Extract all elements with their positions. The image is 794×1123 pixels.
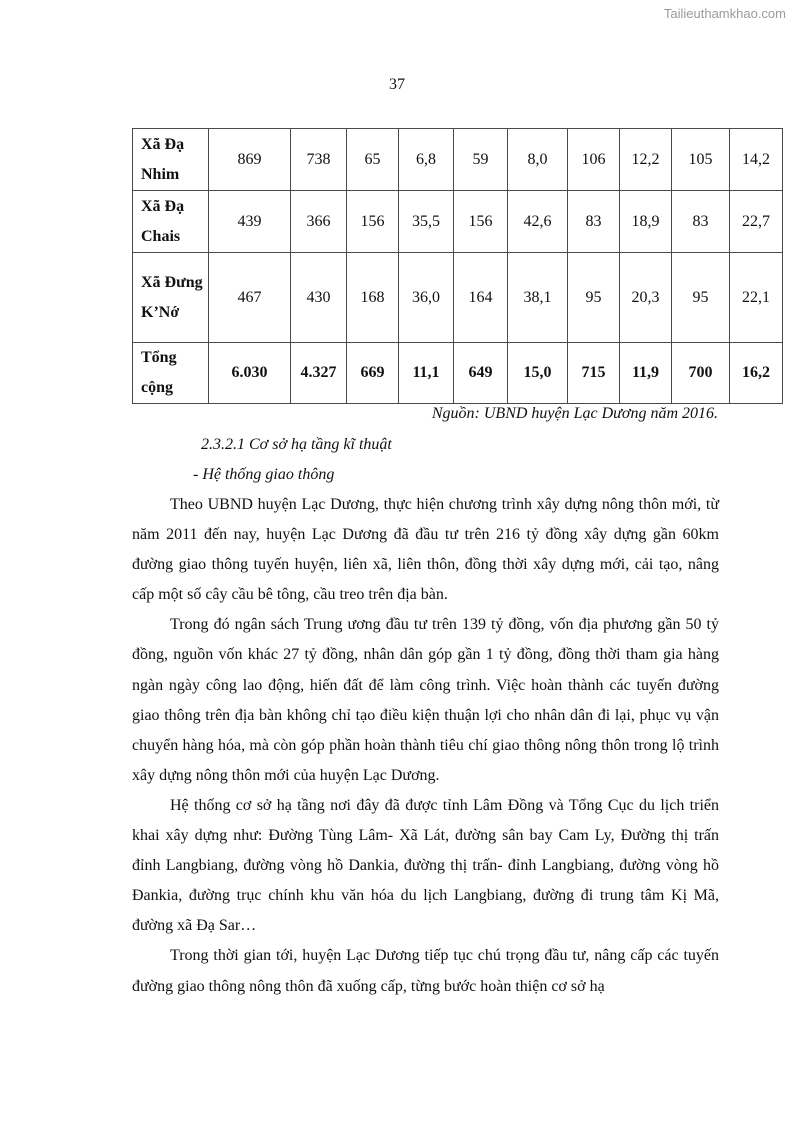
table-cell: 649 (454, 343, 508, 404)
table-cell: 38,1 (508, 253, 568, 343)
table-cell: 18,9 (620, 191, 672, 253)
table-row (133, 191, 783, 253)
table-row (133, 129, 783, 191)
table-cell: 65 (347, 129, 399, 191)
table-row (133, 343, 783, 404)
body-text (132, 490, 719, 1002)
table-cell: 11,1 (399, 343, 454, 404)
table-cell: 22,1 (730, 253, 783, 343)
paragraph: Hệ thống cơ sở hạ tầng nơi đây đã được tỉnh Lâm Đồng và Tổng Cục du lịch triển khai xây dựng như: Đường Tùng Lâm- Xã Lát, đường sân bay Cam Ly, Đường thị trấn đỉnh Langbiang, đường vòng hồ Dankia, đường thị trấn- đỉnh Langbiang, đường vòng hồ Đankia, đường trục chính khu văn hóa du lịch Langbiang, đường đi trung tâm Kị Mã, đường xã Đạ Sar… (132, 796, 719, 935)
table-cell: 95 (568, 253, 620, 343)
table-cell: 35,5 (399, 191, 454, 253)
table-cell: 15,0 (508, 343, 568, 404)
paragraph: Trong đó ngân sách Trung ương đầu tư trên 139 tỷ đồng, vốn địa phương gần 50 tỷ đồng, nguồn vốn khác 27 tỷ đồng, nhân dân góp gần 1 tỷ đồng, đồng thời tham gia hàng ngàn ngày công lao động, hiến đất để làm công trình. Việc hoàn thành các tuyến đường giao thông trên địa bàn không chỉ tạo điều kiện thuận lợi cho nhân dân đi lại, phục vụ vận chuyển hàng hóa, mà còn góp phần hoàn thành tiêu chí giao thông nông thôn trong lộ trình xây dựng nông thôn mới của huyện Lạc Dương. (132, 616, 719, 784)
table-cell: 106 (568, 129, 620, 191)
table-row (133, 253, 783, 343)
table-cell: 36,0 (399, 253, 454, 343)
table-cell: 715 (568, 343, 620, 404)
watermark: Tailieuthamkhao.com (663, 6, 786, 21)
statistics-table (132, 128, 783, 404)
table-cell: 22,7 (730, 191, 783, 253)
paragraph: Trong thời gian tới, huyện Lạc Dương tiếp tục chú trọng đầu tư, nâng cấp các tuyến đường giao thông nông thôn đã xuống cấp, từng bước hoàn thiện cơ sở hạ (132, 947, 719, 995)
row-label: Xã Đưng K’Nớ (133, 253, 209, 343)
table-cell: 669 (347, 343, 399, 404)
table-cell: 11,9 (620, 343, 672, 404)
table-cell: 8,0 (508, 129, 568, 191)
source-note: Nguồn: UBND huyện Lạc Dương năm 2016. (431, 405, 718, 422)
table-cell: 156 (454, 191, 508, 253)
table-cell: 6.030 (209, 343, 291, 404)
table-cell: 59 (454, 129, 508, 191)
table-cell: 42,6 (508, 191, 568, 253)
table-cell: 168 (347, 253, 399, 343)
table-cell: 439 (209, 191, 291, 253)
table-cell: 430 (291, 253, 347, 343)
table-cell: 700 (672, 343, 730, 404)
paragraph: Theo UBND huyện Lạc Dương, thực hiện chương trình xây dựng nông thôn mới, từ năm 2011 đến nay, huyện Lạc Dương đã đầu tư trên 216 tỷ đồng xây dựng gần 60km đường giao thông tuyến huyện, liên xã, liên thôn, đồng thời xây dựng mới, cải tạo, nâng cấp một số cây cầu bê tông, cầu treo trên địa bàn. (132, 496, 719, 604)
table-cell: 164 (454, 253, 508, 343)
row-label: Tổng cộng (133, 343, 209, 404)
table-cell: 738 (291, 129, 347, 191)
table-cell: 869 (209, 129, 291, 191)
table-cell: 156 (347, 191, 399, 253)
table-cell: 20,3 (620, 253, 672, 343)
table-cell: 12,2 (620, 129, 672, 191)
table-cell: 83 (568, 191, 620, 253)
table-cell: 4.327 (291, 343, 347, 404)
section-heading: 2.3.2.1 Cơ sở hạ tầng kĩ thuật (201, 436, 392, 453)
table-cell: 83 (672, 191, 730, 253)
row-label: Xã Đạ Chais (133, 191, 209, 253)
table-cell: 16,2 (730, 343, 783, 404)
table-cell: 366 (291, 191, 347, 253)
table-cell: 95 (672, 253, 730, 343)
page-number: 37 (389, 76, 405, 93)
table-cell: 467 (209, 253, 291, 343)
table-cell: 14,2 (730, 129, 783, 191)
table-cell: 105 (672, 129, 730, 191)
table-cell: 6,8 (399, 129, 454, 191)
bullet-heading: - Hệ thống giao thông (193, 466, 335, 483)
row-label: Xã Đạ Nhim (133, 129, 209, 191)
